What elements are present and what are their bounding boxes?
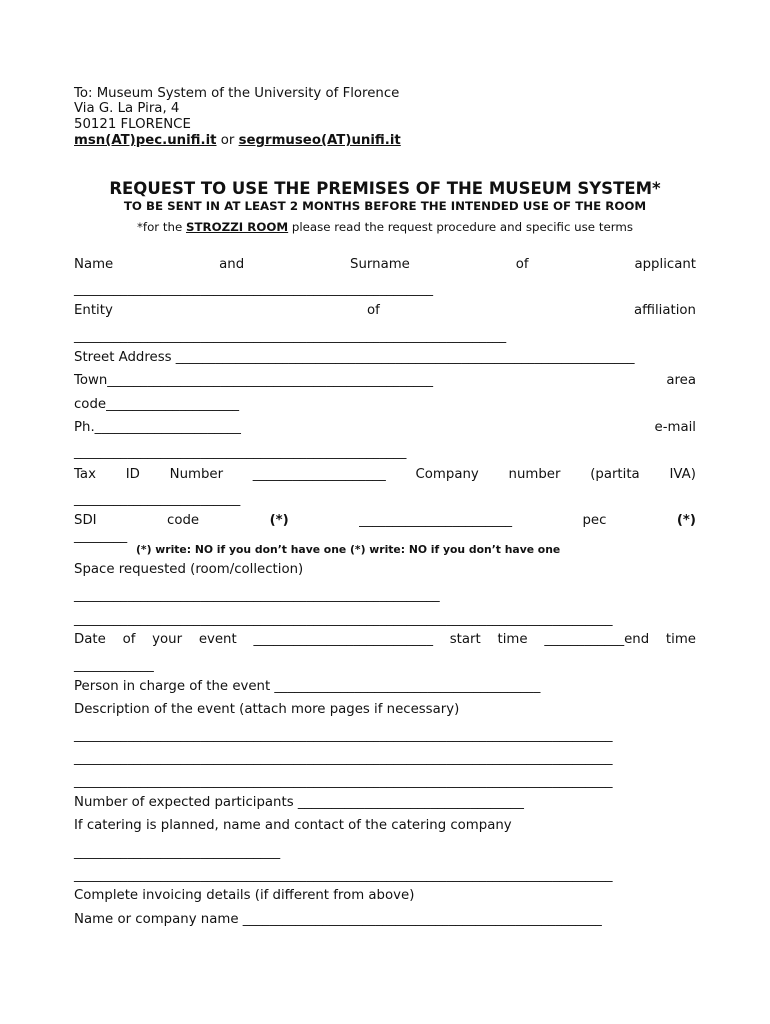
date-row bbox=[74, 632, 696, 648]
pec-label: pec bbox=[582, 513, 607, 528]
company-number-field[interactable]: _________________________ bbox=[74, 492, 241, 507]
recipient-emails bbox=[74, 133, 401, 149]
pec-asterisk: (*) bbox=[676, 513, 696, 528]
date-word: your bbox=[152, 632, 183, 647]
tax-word: (partita bbox=[590, 467, 640, 482]
strozzi-room-label: STROZZI ROOM bbox=[186, 220, 289, 234]
phone-field[interactable]: Ph.______________________ bbox=[74, 420, 241, 435]
tax-word: ID bbox=[125, 467, 140, 482]
name-word: applicant bbox=[634, 257, 696, 272]
entity-word: of bbox=[366, 303, 380, 318]
space-requested-field[interactable]: _______________________________________________________ bbox=[74, 588, 440, 603]
sdi-word: code bbox=[167, 513, 200, 528]
entity-label-row bbox=[74, 303, 696, 319]
catering-field-1[interactable]: _______________________________ bbox=[74, 845, 281, 860]
sdi-row bbox=[74, 513, 696, 529]
company-name-field[interactable]: Name or company name ______________________________________________________ bbox=[74, 912, 602, 927]
space-requested-field-2[interactable]: _________________________________________________________________________________ bbox=[74, 612, 613, 627]
entity-word: affiliation bbox=[633, 303, 696, 318]
date-word: event bbox=[198, 632, 237, 647]
catering-field-2[interactable]: _________________________________________________________________________________ bbox=[74, 868, 613, 883]
entity-field[interactable]: _________________________________________________________________ bbox=[74, 329, 507, 344]
pec-email-link[interactable]: msn(AT)pec.unifi.it bbox=[74, 133, 217, 148]
secretary-email-link[interactable]: segrmuseo(AT)unifi.it bbox=[238, 133, 401, 148]
date-word: start bbox=[449, 632, 481, 647]
date-word: of bbox=[122, 632, 136, 647]
page-title: REQUEST TO USE THE PREMISES OF THE MUSEUM SYSTEM* bbox=[109, 179, 661, 198]
town-field[interactable]: Town_________________________________________________ bbox=[74, 373, 434, 388]
or-text: or bbox=[216, 133, 239, 148]
person-in-charge-field[interactable]: Person in charge of the event ________________________________________ bbox=[74, 679, 541, 694]
description-line-1[interactable]: _________________________________________________________________________________ bbox=[74, 728, 613, 743]
entity-word: Entity bbox=[74, 303, 113, 318]
sdi-word: SDI bbox=[74, 513, 97, 528]
end-time-field[interactable]: ____________ bbox=[74, 658, 154, 673]
recipient-line: To: Museum System of the University of Florence bbox=[74, 86, 400, 101]
description-label: Description of the event (attach more pages if necessary) bbox=[74, 702, 460, 717]
start-time-field[interactable]: ____________end bbox=[544, 632, 650, 647]
strozzi-note bbox=[0, 220, 770, 235]
tax-word: Tax bbox=[74, 467, 96, 482]
tax-word: Number bbox=[169, 467, 224, 482]
recipient-city: 50121 FLORENCE bbox=[74, 117, 191, 132]
email-label: e-mail bbox=[654, 420, 696, 435]
date-word: time bbox=[665, 632, 696, 647]
area-code-field[interactable]: code____________________ bbox=[74, 397, 240, 412]
date-word: Date bbox=[74, 632, 106, 647]
email-field[interactable]: __________________________________________________ bbox=[74, 445, 407, 460]
recipient-street: Via G. La Pira, 4 bbox=[74, 101, 180, 116]
tax-word: Company bbox=[415, 467, 479, 482]
tax-row bbox=[74, 467, 696, 483]
name-word: Name bbox=[74, 257, 114, 272]
catering-label: If catering is planned, name and contact of the catering company bbox=[74, 818, 512, 833]
name-word: Surname bbox=[350, 257, 410, 272]
participants-field[interactable]: Number of expected participants __________________________________ bbox=[74, 795, 524, 810]
name-word: of bbox=[515, 257, 529, 272]
page-subtitle: TO BE SENT IN AT LEAST 2 MONTHS BEFORE THE INTENDED USE OF THE ROOM bbox=[123, 199, 647, 213]
sdi-note: (*) write: NO if you don’t have one (*) write: NO if you don’t have one bbox=[136, 543, 561, 556]
street-address-field[interactable]: Street Address _____________________________________________________________________ bbox=[74, 350, 635, 365]
sdi-asterisk: (*) bbox=[269, 513, 289, 528]
strozzi-note-prefix: *for the bbox=[137, 220, 186, 234]
event-date-field[interactable]: ___________________________ bbox=[253, 632, 433, 647]
tax-word: IVA) bbox=[669, 467, 696, 482]
name-word: and bbox=[219, 257, 245, 272]
strozzi-note-suffix: please read the request procedure and specific use terms bbox=[288, 220, 633, 234]
description-line-3[interactable]: _________________________________________________________________________________ bbox=[74, 774, 613, 789]
space-requested-label: Space requested (room/collection) bbox=[74, 562, 304, 577]
date-word: time bbox=[497, 632, 528, 647]
name-label-row bbox=[74, 257, 696, 273]
tax-id-field[interactable]: ____________________ bbox=[252, 467, 386, 482]
sdi-code-field[interactable]: _______________________ bbox=[359, 513, 513, 528]
applicant-name-field[interactable]: ______________________________________________________ bbox=[74, 282, 434, 297]
tax-word: number bbox=[508, 467, 561, 482]
area-label: area bbox=[666, 373, 696, 388]
pec-field[interactable]: ________ bbox=[74, 529, 128, 544]
invoicing-label: Complete invoicing details (if different from above) bbox=[74, 888, 415, 903]
description-line-2[interactable]: _________________________________________________________________________________ bbox=[74, 751, 613, 766]
